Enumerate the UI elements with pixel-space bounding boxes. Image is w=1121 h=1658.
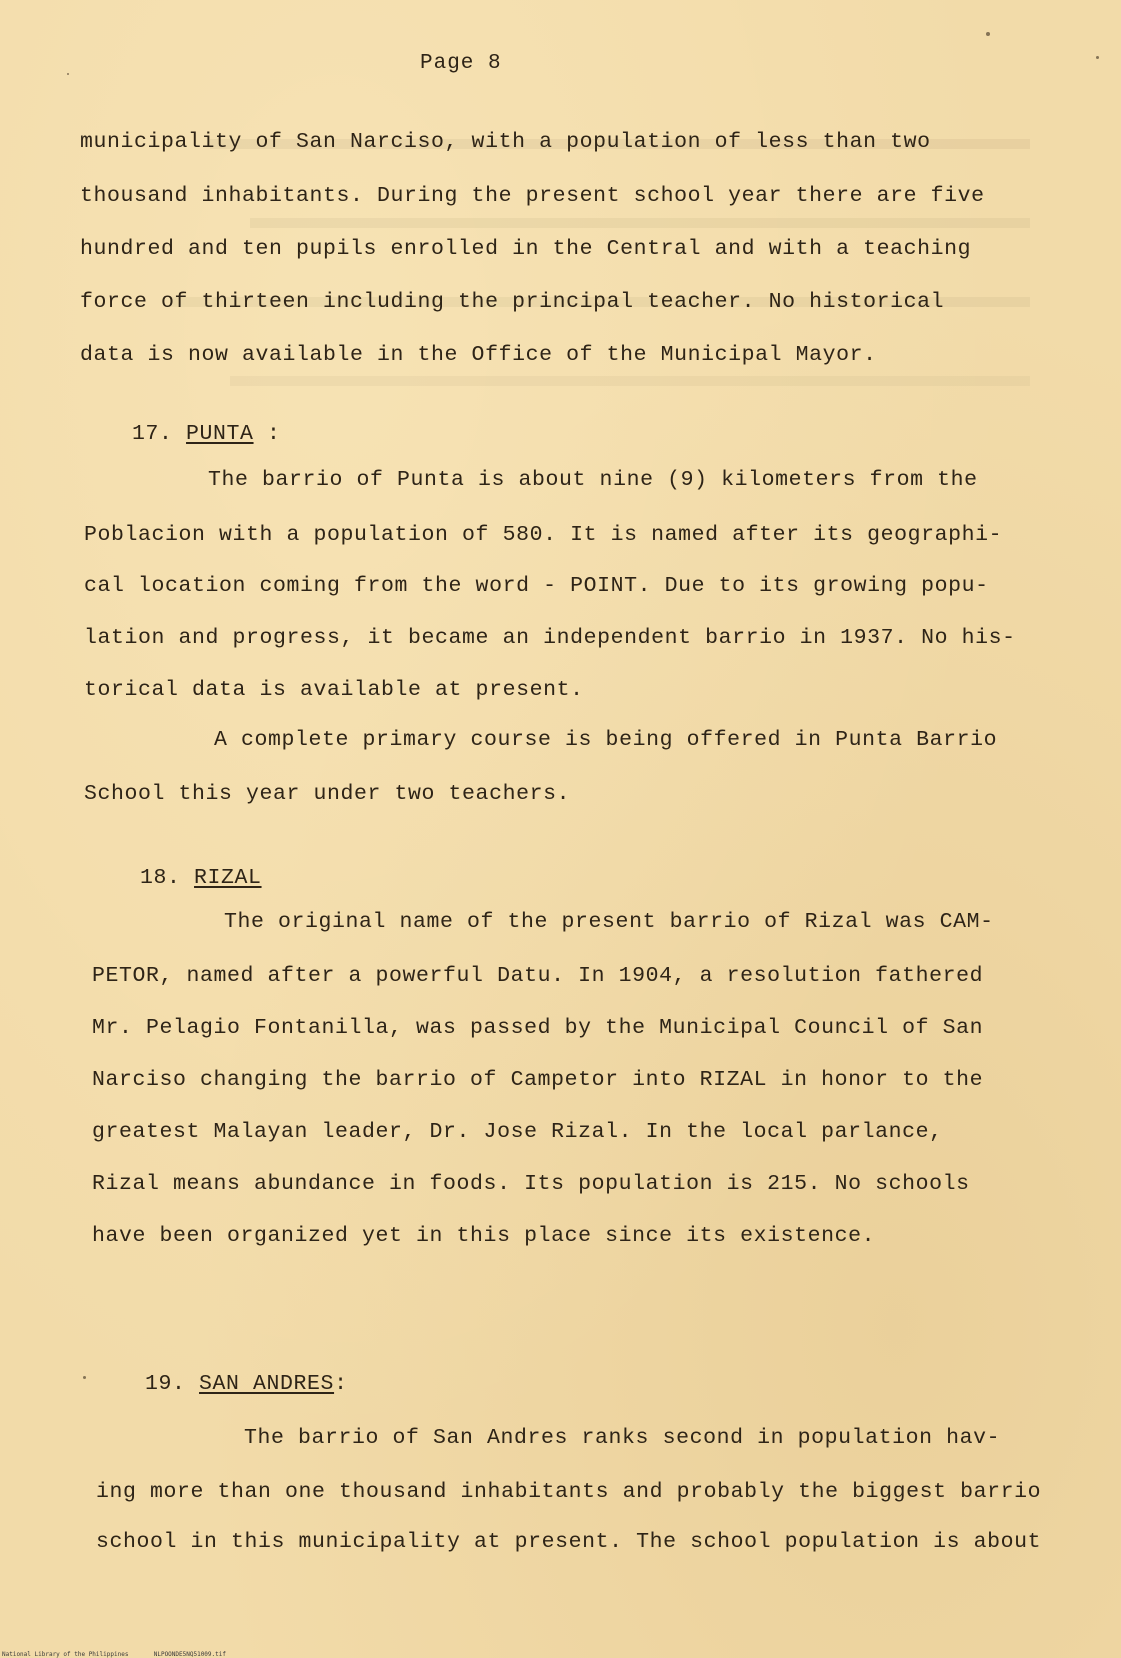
section-heading-rizal xyxy=(140,866,262,890)
section-title: RIZAL xyxy=(194,866,262,890)
text-line: ing more than one thousand inhabitants and probably the biggest barrio xyxy=(96,1480,1042,1504)
text-line: torical data is available at present. xyxy=(84,678,584,702)
section-suffix: : xyxy=(253,422,281,446)
scan-speck xyxy=(986,32,990,36)
text-line: school in this municipality at present. The school population is about xyxy=(96,1530,1042,1554)
text-line: hundred and ten pupils enrolled in the Central and with a teaching xyxy=(80,237,972,261)
text-line: Poblacion with a population of 580. It is named after its geographi- xyxy=(84,523,1003,547)
text-line: greatest Malayan leader, Dr. Jose Rizal. In the local parlance, xyxy=(92,1120,943,1144)
scan-footer xyxy=(2,1651,226,1658)
bleed-through-text xyxy=(90,110,1030,426)
text-line: municipality of San Narciso, with a population of less than two xyxy=(80,130,931,154)
scan-speck xyxy=(83,1376,86,1379)
text-line: force of thirteen including the principal teacher. No historical xyxy=(80,290,945,314)
text-line: have been organized yet in this place since its existence. xyxy=(92,1224,876,1248)
footer-file-id: NLPOONDE5NQ51009.tif xyxy=(153,1651,226,1658)
section-number: 19. xyxy=(145,1372,186,1396)
text-line: PETOR, named after a powerful Datu. In 1904, a resolution fathered xyxy=(92,964,984,988)
section-number: 17. xyxy=(132,422,173,446)
scan-speck xyxy=(1096,56,1099,59)
scan-speck xyxy=(67,73,69,75)
section-heading-punta xyxy=(132,422,281,446)
text-line: Narciso changing the barrio of Campetor into RIZAL in honor to the xyxy=(92,1068,984,1092)
text-line: Rizal means abundance in foods. Its population is 215. No schools xyxy=(92,1172,970,1196)
text-line: Mr. Pelagio Fontanilla, was passed by the Municipal Council of San xyxy=(92,1016,984,1040)
section-number: 18. xyxy=(140,866,181,890)
text-line: thousand inhabitants. During the present school year there are five xyxy=(80,184,985,208)
page-number: Page 8 xyxy=(420,52,502,75)
text-line: School this year under two teachers. xyxy=(84,782,571,806)
section-title: PUNTA xyxy=(186,422,254,446)
text-line: lation and progress, it became an independent barrio in 1937. No his- xyxy=(84,626,1016,650)
text-line: A complete primary course is being offered in Punta Barrio xyxy=(214,728,998,752)
section-suffix: : xyxy=(334,1372,348,1396)
footer-source: National Library of the Philippines xyxy=(2,1651,129,1658)
section-title: SAN ANDRES xyxy=(199,1372,335,1396)
text-line: The original name of the present barrio of Rizal was CAM- xyxy=(224,910,994,934)
text-line: The barrio of San Andres ranks second in population hav- xyxy=(244,1426,1001,1450)
text-line: cal location coming from the word - POINT. Due to its growing popu- xyxy=(84,574,989,598)
text-line: The barrio of Punta is about nine (9) kilometers from the xyxy=(208,468,978,492)
text-line: data is now available in the Office of the Municipal Mayor. xyxy=(80,343,877,367)
section-heading-san-andres xyxy=(145,1372,348,1396)
